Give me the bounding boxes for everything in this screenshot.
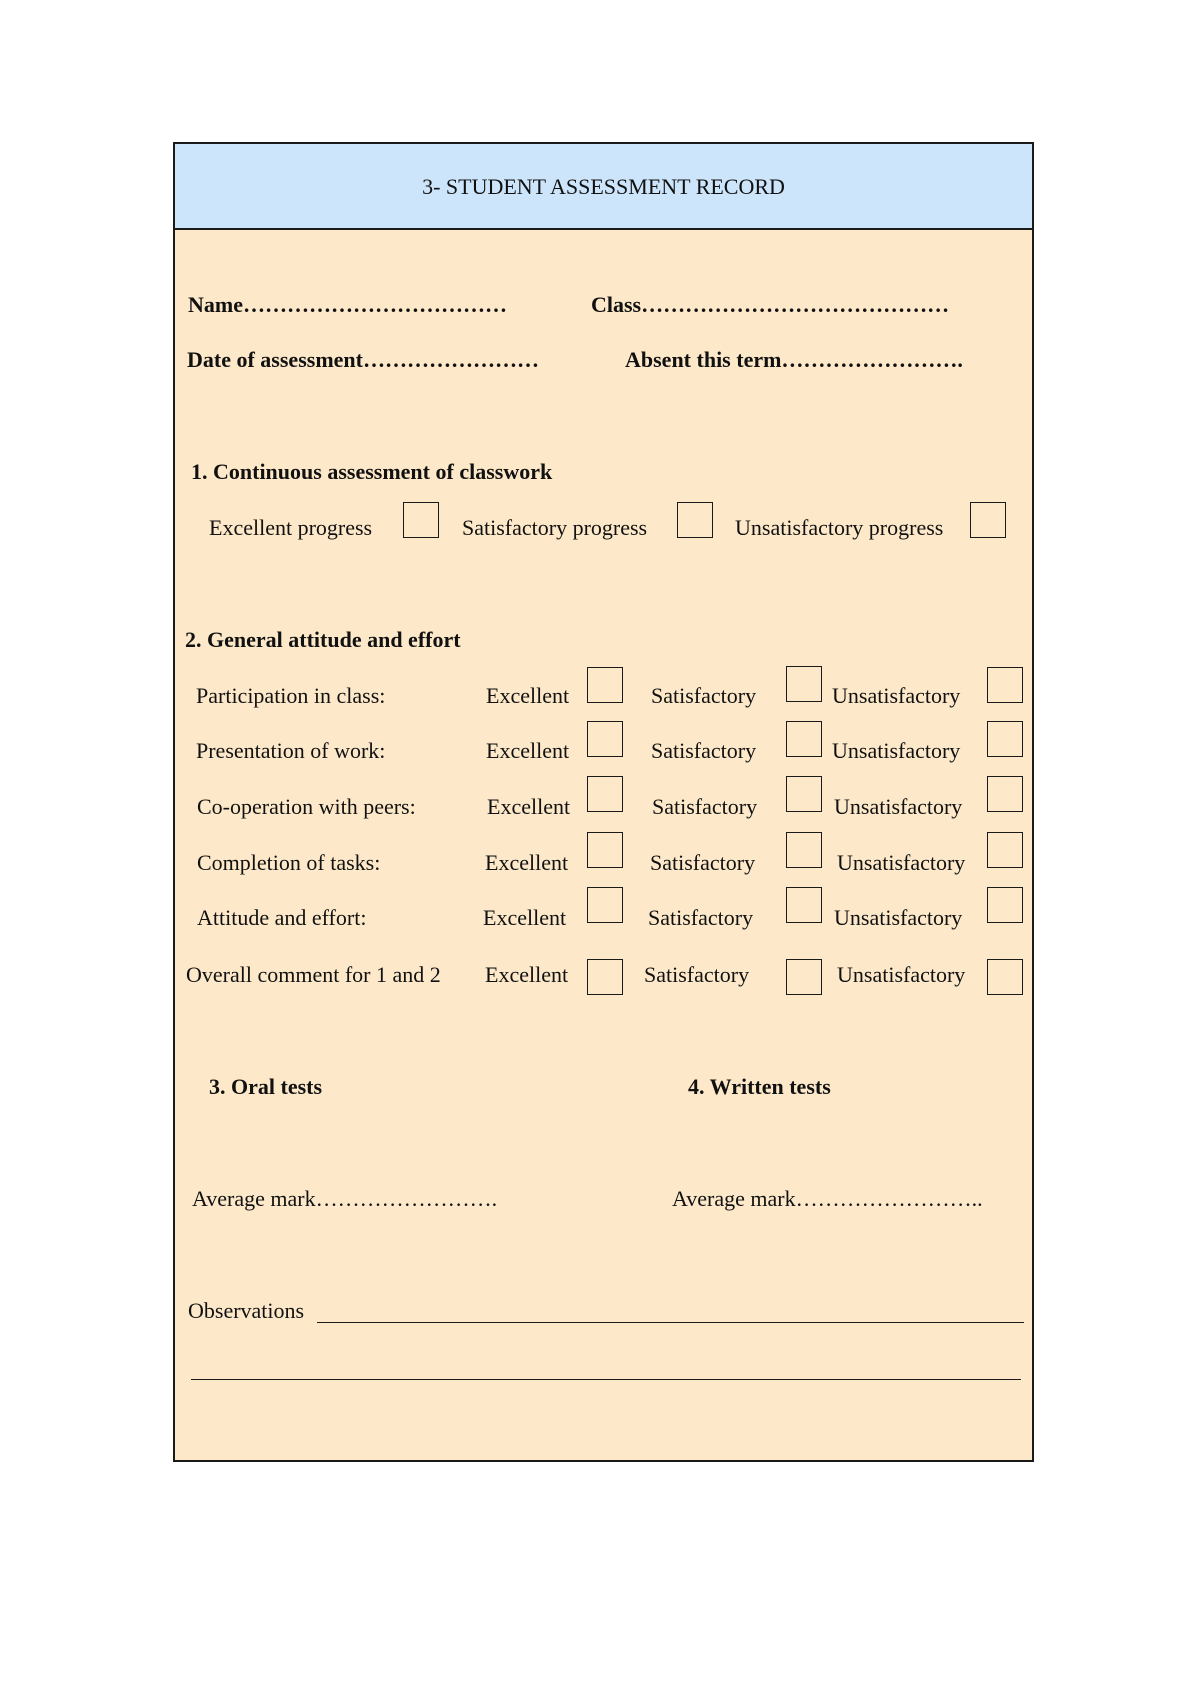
section3-heading: 3. Oral tests bbox=[209, 1074, 323, 1099]
satisfactory-progress-checkbox[interactable] bbox=[677, 502, 713, 538]
completion-excellent-checkbox[interactable] bbox=[587, 832, 623, 868]
section2-heading: 2. General attitude and effort bbox=[185, 627, 461, 652]
participation-unsatisfactory-checkbox[interactable] bbox=[987, 667, 1023, 703]
option-label: Unsatisfactory bbox=[832, 738, 961, 763]
attitude-satisfactory-checkbox[interactable] bbox=[786, 887, 822, 923]
overall-satisfactory-checkbox[interactable] bbox=[786, 959, 822, 995]
option-label: Excellent bbox=[487, 794, 571, 819]
option-label: Excellent bbox=[485, 850, 569, 875]
overall-unsatisfactory-checkbox[interactable] bbox=[987, 959, 1023, 995]
completion-unsatisfactory-checkbox[interactable] bbox=[987, 832, 1023, 868]
observations-label: Observations bbox=[188, 1298, 305, 1323]
cooperation-excellent-checkbox[interactable] bbox=[587, 776, 623, 812]
completion-satisfactory-checkbox[interactable] bbox=[786, 832, 822, 868]
row-label-overall: Overall comment for 1 and 2 bbox=[186, 962, 441, 987]
name-field[interactable]: Name……………………………… bbox=[188, 292, 507, 317]
option-label: Satisfactory bbox=[648, 905, 754, 930]
cooperation-unsatisfactory-checkbox[interactable] bbox=[987, 776, 1023, 812]
option-label: Excellent bbox=[486, 738, 570, 763]
option-satisfactory-progress-label: Satisfactory progress bbox=[462, 515, 648, 540]
row-label-attitude: Attitude and effort: bbox=[197, 905, 367, 930]
observations-line-1[interactable] bbox=[317, 1322, 1024, 1323]
oral-average-mark-field[interactable]: Average mark……………………. bbox=[192, 1186, 498, 1211]
presentation-satisfactory-checkbox[interactable] bbox=[786, 721, 822, 757]
cooperation-satisfactory-checkbox[interactable] bbox=[786, 776, 822, 812]
attitude-excellent-checkbox[interactable] bbox=[587, 887, 623, 923]
unsatisfactory-progress-checkbox[interactable] bbox=[970, 502, 1006, 538]
option-label: Unsatisfactory bbox=[837, 962, 966, 987]
option-label: Satisfactory bbox=[652, 794, 758, 819]
presentation-unsatisfactory-checkbox[interactable] bbox=[987, 721, 1023, 757]
assessment-form bbox=[173, 142, 1034, 1462]
form-title: 3- STUDENT ASSESSMENT RECORD bbox=[175, 144, 1032, 230]
participation-satisfactory-checkbox[interactable] bbox=[786, 666, 822, 702]
option-label: Excellent bbox=[485, 962, 569, 987]
option-excellent-progress-label: Excellent progress bbox=[209, 515, 373, 540]
option-label: Unsatisfactory bbox=[834, 794, 963, 819]
excellent-progress-checkbox[interactable] bbox=[403, 502, 439, 538]
section1-heading: 1. Continuous assessment of classwork bbox=[191, 459, 553, 484]
option-label: Satisfactory bbox=[650, 850, 756, 875]
option-label: Excellent bbox=[486, 683, 570, 708]
row-label-completion: Completion of tasks: bbox=[197, 850, 381, 875]
section4-heading: 4. Written tests bbox=[688, 1074, 831, 1099]
option-label: Unsatisfactory bbox=[834, 905, 963, 930]
presentation-excellent-checkbox[interactable] bbox=[587, 721, 623, 757]
option-unsatisfactory-progress-label: Unsatisfactory progress bbox=[735, 515, 944, 540]
row-label-presentation: Presentation of work: bbox=[196, 738, 386, 763]
option-label: Satisfactory bbox=[651, 738, 757, 763]
option-label: Excellent bbox=[483, 905, 567, 930]
written-average-mark-field[interactable]: Average mark…………………….. bbox=[672, 1186, 983, 1211]
option-label: Unsatisfactory bbox=[832, 683, 961, 708]
option-label: Satisfactory bbox=[644, 962, 750, 987]
option-label: Unsatisfactory bbox=[837, 850, 966, 875]
absent-this-term-field[interactable]: Absent this term……………………. bbox=[625, 347, 963, 372]
class-field[interactable]: Class…………………………………… bbox=[591, 292, 950, 317]
date-of-assessment-field[interactable]: Date of assessment…………………… bbox=[187, 347, 539, 372]
observations-line-2[interactable] bbox=[191, 1379, 1021, 1380]
row-label-cooperation: Co-operation with peers: bbox=[197, 794, 416, 819]
option-label: Satisfactory bbox=[651, 683, 757, 708]
overall-excellent-checkbox[interactable] bbox=[587, 959, 623, 995]
row-label-participation: Participation in class: bbox=[196, 683, 386, 708]
attitude-unsatisfactory-checkbox[interactable] bbox=[987, 887, 1023, 923]
participation-excellent-checkbox[interactable] bbox=[587, 667, 623, 703]
